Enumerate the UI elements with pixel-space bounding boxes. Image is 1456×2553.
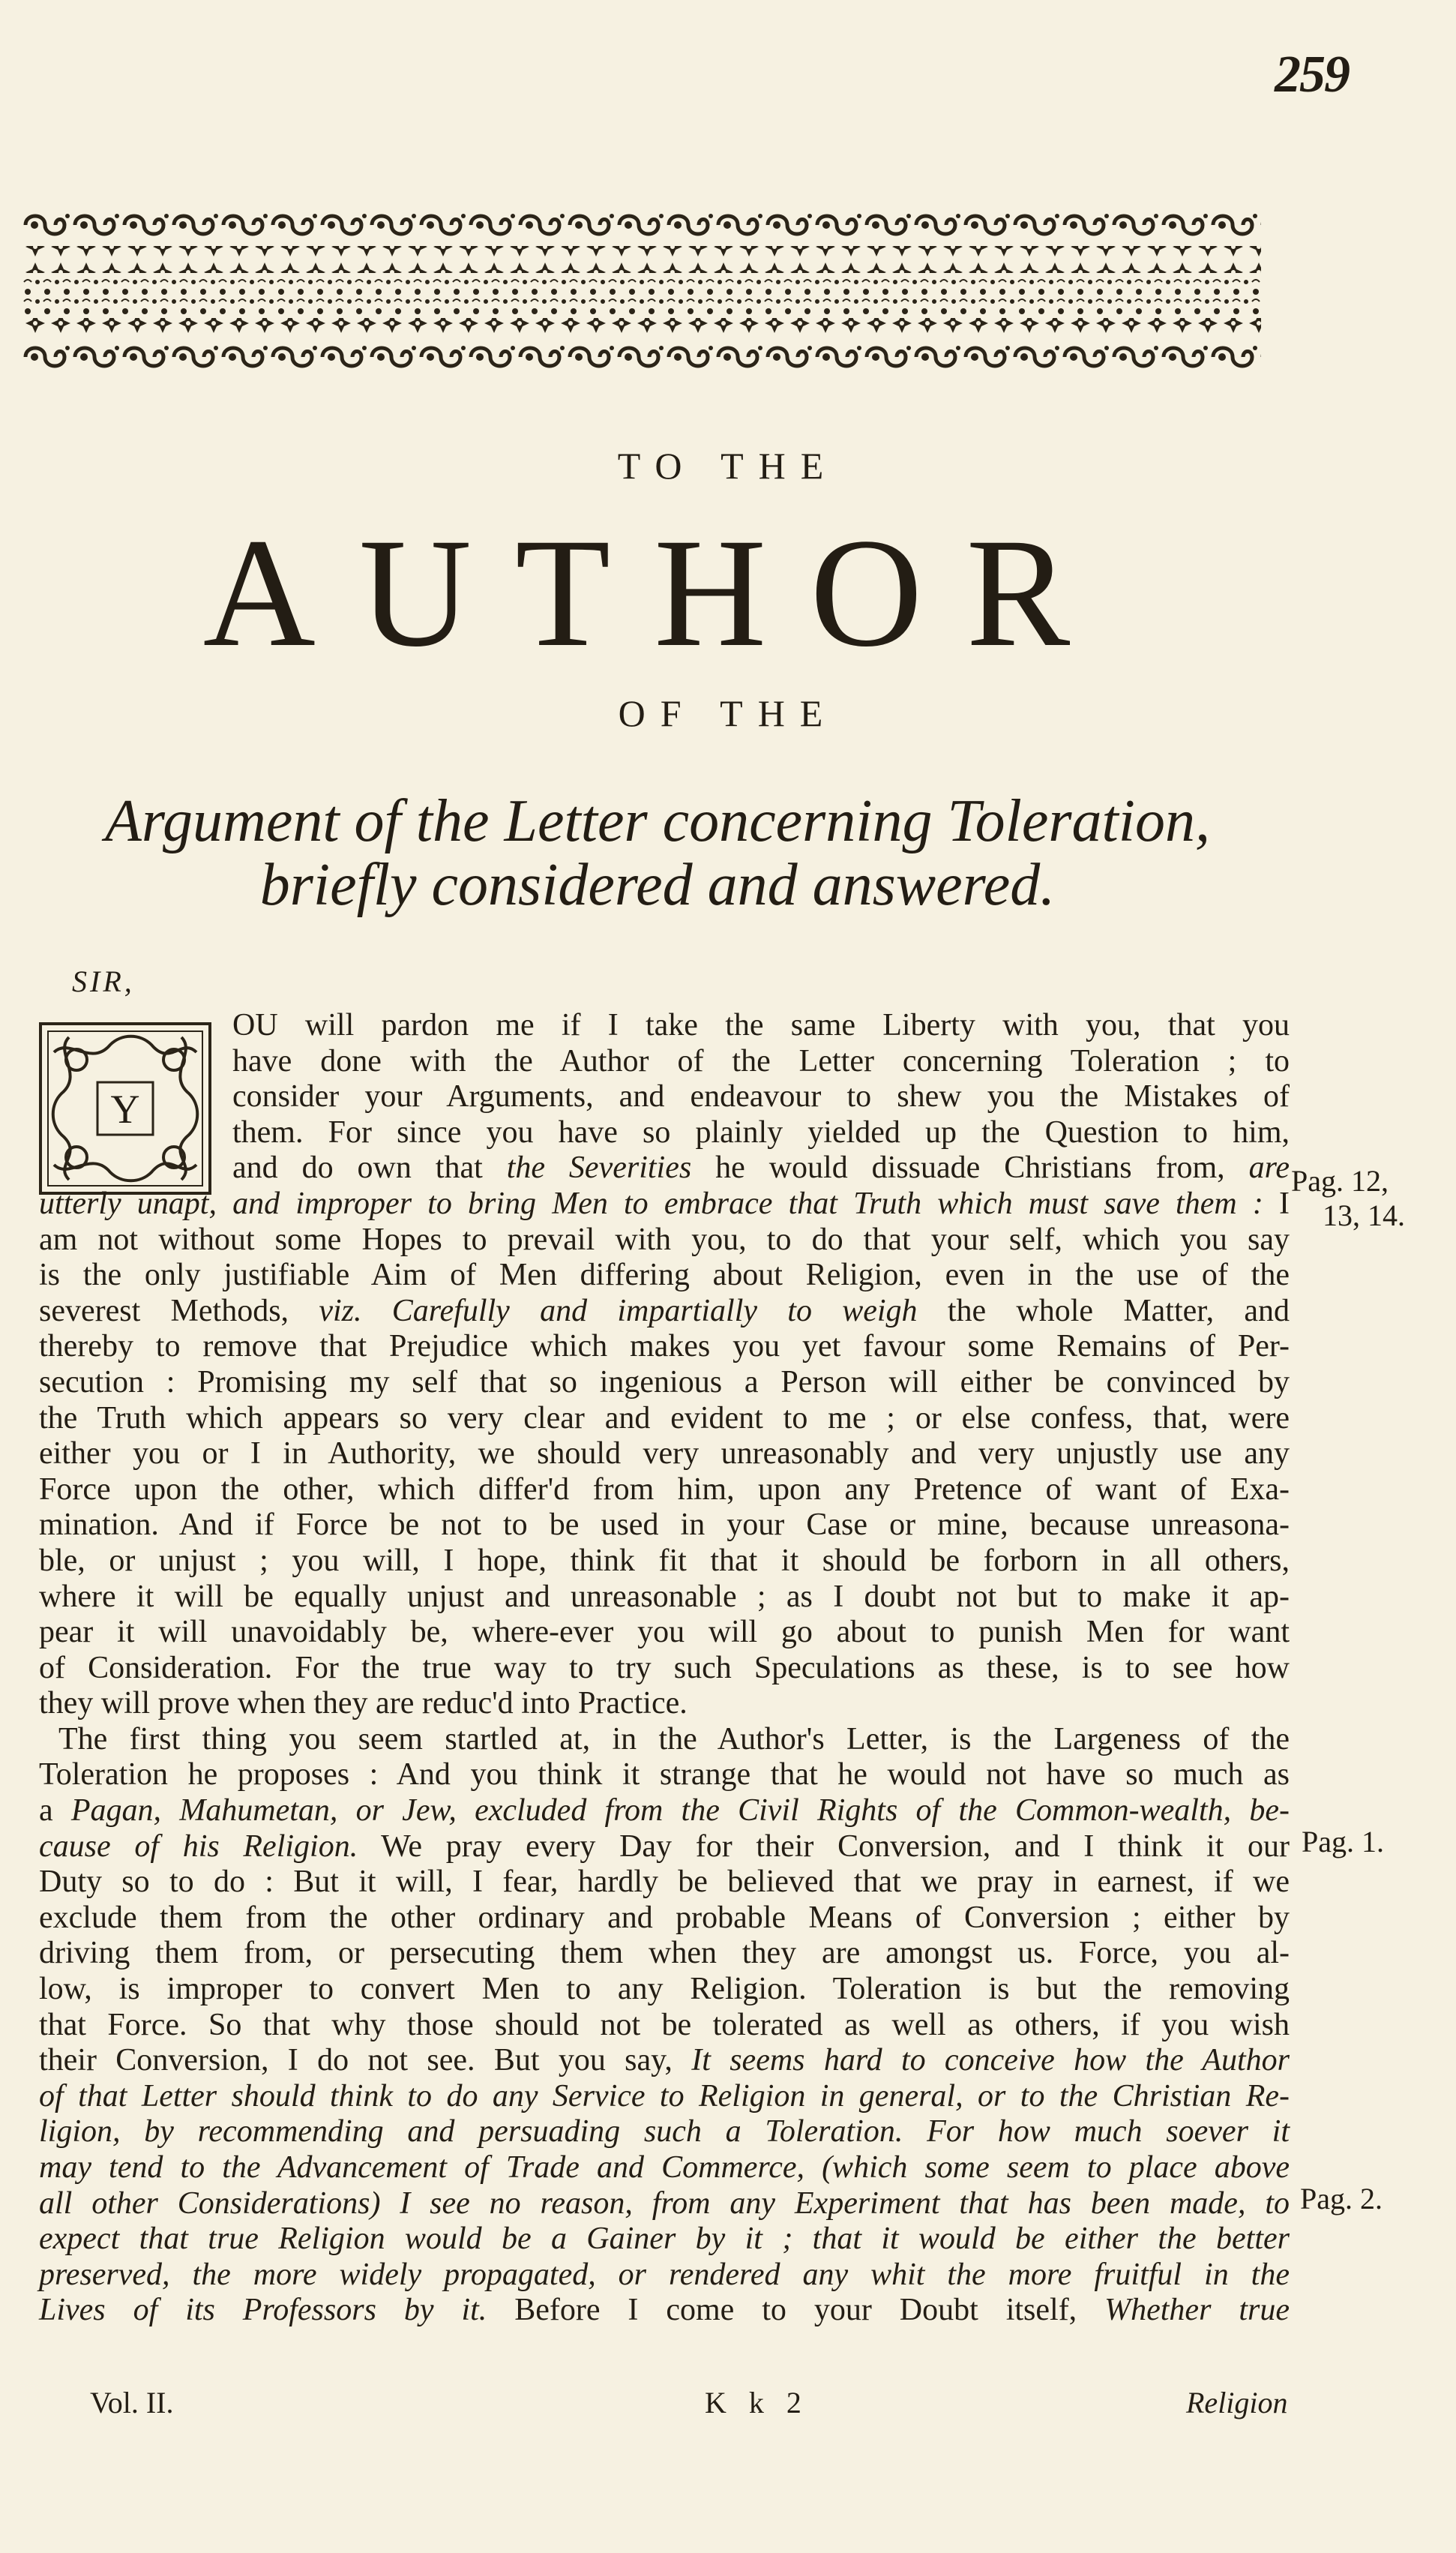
heading-author: AUTHOR xyxy=(202,506,1114,679)
text-line: them. For since you have so plainly yielded up the Question to him, xyxy=(232,1114,1290,1150)
body-text xyxy=(39,1008,1290,2329)
heading-to-the: TO THE xyxy=(617,445,839,487)
text-line: is the only justifiable Aim of Men differing about Religion, even in the use of the xyxy=(39,1258,1290,1293)
text-line: Duty so to do : But it will, I fear, hardly be believed that we pray in earnest, if we xyxy=(39,1864,1290,1900)
text-line: am not without some Hopes to prevail with you, to do that your self, which you say xyxy=(39,1222,1290,1257)
text-line: driving them from, or persecuting them when they are amongst us. Force, you al- xyxy=(39,1936,1290,1971)
text-line: all other Considerations) I see no reason, from any Experiment that has been made, to xyxy=(39,2186,1290,2221)
footer-signature: K k 2 xyxy=(705,2386,809,2420)
text-line: pear it will unavoidably be, where-ever you will go about to punish Men for want xyxy=(39,1615,1290,1650)
text-line: either you or I in Authority, we should very unreasonably and very unjustly use any xyxy=(39,1436,1290,1472)
text-line: a Pagan, Mahumetan, or Jew, excluded from the Civil Rights of the Common-wealth, be- xyxy=(39,1793,1290,1828)
text-line: The first thing you seem startled at, in the Author's Letter, is the Largeness of the xyxy=(58,1721,1290,1756)
footer-catchword: Religion xyxy=(1186,2386,1288,2420)
initial-letter: Y xyxy=(110,1087,140,1132)
text-line: consider your Arguments, and endeavour to shew you the Mistakes of xyxy=(232,1079,1290,1114)
text-line: preserved, the more widely propagated, or rendered any whit the more fruitful in the xyxy=(39,2257,1290,2292)
text-line: the Truth which appears so very clear and evident to me ; or else confess, that, were xyxy=(39,1400,1290,1436)
text-line: exclude them from the other ordinary and probable Means of Conversion ; either by xyxy=(39,1900,1290,1935)
text-line: and do own that the Severities he would dissuade Christians from, are xyxy=(232,1150,1290,1186)
subtitle-line-1: Argument of the Letter concerning Toleration, xyxy=(105,788,1210,854)
subtitle-line-2: briefly considered and answered. xyxy=(259,852,1056,918)
text-line: mination. And if Force be not to be used in your Case or mine, because unreasona- xyxy=(39,1508,1290,1543)
text-line: low, is improper to convert Men to any Religion. Toleration is but the removing xyxy=(39,1972,1290,2007)
text-line: utterly unapt, and improper to bring Men to embrace that Truth which must save them : I xyxy=(39,1186,1290,1221)
text-line: ble, or unjust ; you will, I hope, think fit that it should be forborn in all others, xyxy=(39,1543,1290,1578)
text-line: Toleration he proposes : And you think it strange that he would not have so much as xyxy=(39,1757,1290,1792)
ornamental-headpiece xyxy=(22,208,1261,372)
text-line: Force upon the other, which differ'd from him, upon any Pretence of want of Exa- xyxy=(39,1472,1290,1507)
page-number: 259 xyxy=(1275,46,1349,104)
footer-volume: Vol. II. xyxy=(90,2386,174,2420)
text-line: of that Letter should think to do any Service to Religion in general, or to the Christian Re- xyxy=(39,2078,1290,2114)
marginal-note: 13, 14. xyxy=(1323,1198,1405,1232)
text-line: have done with the Author of the Letter concerning Toleration ; to xyxy=(232,1043,1290,1078)
text-line: thereby to remove that Prejudice which makes you yet favour some Remains of Per- xyxy=(39,1329,1290,1364)
text-line: their Conversion, I do not see. But you say, It seems hard to conceive how the Author xyxy=(39,2043,1290,2078)
marginal-note: Pag. 12, xyxy=(1291,1164,1389,1198)
marginal-note: Pag. 2. xyxy=(1300,2182,1383,2216)
text-line: expect that true Religion would be a Gainer by it ; that it would be either the better xyxy=(39,2222,1290,2257)
text-line: cause of his Religion. We pray every Day for their Conversion, and I think it our xyxy=(39,1828,1290,1864)
marginal-note: Pag. 1. xyxy=(1302,1825,1384,1858)
text-line: Lives of its Professors by it. Before I come to your Doubt itself, Whether true xyxy=(39,2293,1290,2328)
text-line: severest Methods, viz. Carefully and impartially to weigh the whole Matter, and xyxy=(39,1293,1290,1328)
text-line: where it will be equally unjust and unreasonable ; as I doubt not but to make it ap- xyxy=(39,1579,1290,1614)
salutation: SIR, xyxy=(72,964,135,998)
text-line: may tend to the Advancement of Trade and Commerce, (which some seem to place above xyxy=(39,2150,1290,2185)
text-line: OU will pardon me if I take the same Liberty with you, that you xyxy=(232,1008,1290,1042)
heading-of-the: OF THE xyxy=(618,692,838,734)
text-line: ligion, by recommending and persuading such a Toleration. For how much soever it xyxy=(39,2114,1290,2150)
text-line: secution : Promising my self that so ingenious a Person will either be convinced by xyxy=(39,1364,1290,1400)
text-line: they will prove when they are reduc'd into Practice. xyxy=(39,1686,688,1721)
text-line: of Consideration. For the true way to try such Speculations as these, is to see how xyxy=(39,1650,1290,1685)
text-line: that Force. So that why those should not be tolerated as well as others, if you wish xyxy=(39,2007,1290,2042)
